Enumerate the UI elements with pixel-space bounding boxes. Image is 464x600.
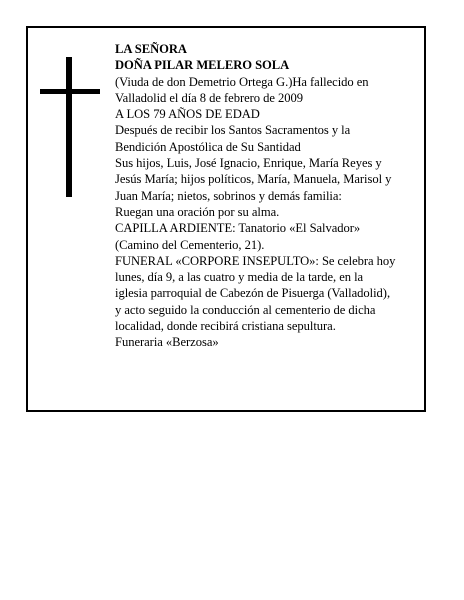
funeral-line-3: iglesia parroquial de Cabezón de Pisuerga (Valladolid), bbox=[115, 286, 391, 301]
cross-horizontal-bar bbox=[40, 89, 100, 94]
prayer-line: Ruegan una oración por su alma. bbox=[115, 204, 280, 219]
family-line-2: Jesús María; hijos políticos, María, Manuela, Marisol y bbox=[115, 172, 392, 187]
funeral-line-1: FUNERAL «CORPORE INSEPULTO»: Se celebra hoy bbox=[115, 253, 396, 268]
sacraments-line-1: Después de recibir los Santos Sacramentos y la bbox=[115, 123, 351, 138]
funeral-line-4: y acto seguido la conducción al cementerio de dicha bbox=[115, 302, 376, 317]
funeral-line-5: localidad, donde recibirá cristiana sepultura. bbox=[115, 319, 336, 334]
chapel-line-1: CAPILLA ARDIENTE: Tanatorio «El Salvador» bbox=[115, 221, 361, 236]
widow-line-1: (Viuda de don Demetrio Ortega G.)Ha fallecido en bbox=[115, 74, 369, 89]
obituary-notice bbox=[26, 26, 426, 412]
funeral-line-2: lunes, día 9, a las cuatro y media de la tarde, en la bbox=[115, 270, 364, 285]
chapel-line-2: (Camino del Cementerio, 21). bbox=[115, 237, 265, 252]
age-line: A LOS 79 AÑOS DE EDAD bbox=[115, 107, 260, 122]
cross-icon bbox=[40, 57, 100, 197]
family-line-3: Juan María; nietos, sobrinos y demás familia: bbox=[115, 188, 342, 203]
family-line-1: Sus hijos, Luis, José Ignacio, Enrique, María Reyes y bbox=[115, 156, 382, 171]
deceased-name: DOÑA PILAR MELERO SOLA bbox=[115, 58, 290, 73]
funeral-home: Funeraria «Berzosa» bbox=[115, 335, 219, 350]
heading-line-1: LA SEÑORA bbox=[115, 42, 187, 56]
notice-text bbox=[115, 41, 425, 351]
cross-vertical-bar bbox=[66, 57, 72, 197]
sacraments-line-2: Bendición Apostólica de Su Santidad bbox=[115, 139, 301, 154]
widow-line-2: Valladolid el día 8 de febrero de 2009 bbox=[115, 90, 303, 105]
